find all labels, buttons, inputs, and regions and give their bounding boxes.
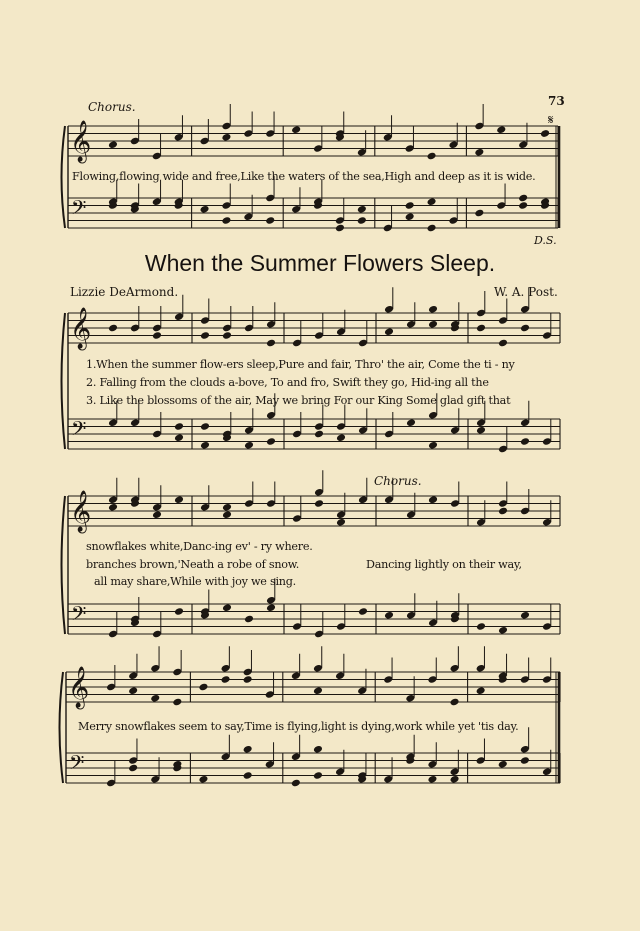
system-one-treble-note — [200, 331, 210, 340]
system-top-treble-note — [540, 129, 550, 138]
system-two-bass-note — [222, 603, 232, 612]
system-top-brace — [62, 126, 66, 228]
system-two-brace — [62, 496, 66, 634]
system-one-bass-note — [336, 433, 346, 442]
system-top-bass-note — [427, 197, 437, 206]
verse1-line1: 1.When the summer flow-ers sleep,Pure and fair, Thro' the air, Come the ti - ny — [86, 358, 515, 371]
system-one-treble-note — [476, 324, 486, 333]
system-two-treble-note — [174, 495, 184, 504]
system-one-brace — [62, 313, 66, 449]
system-three-brace — [60, 672, 64, 783]
ds-mark: D.S. — [534, 234, 557, 247]
verse2-line1: 2. Falling from the clouds a-bove, To and fro, Swift they go, Hid-ing all the — [86, 376, 489, 389]
system-top-bass-note — [357, 216, 367, 225]
system-three-treble-note — [172, 698, 182, 707]
segno-sign: 𝄋 — [548, 113, 554, 128]
system-one-treble-note — [222, 331, 232, 340]
system-three-treble-note — [476, 686, 486, 695]
system-two-treble-note — [498, 507, 508, 516]
system-two-bass-note — [520, 611, 530, 620]
system-top-bass-note — [518, 194, 528, 203]
system-top-treble-note — [427, 152, 437, 161]
system-top-bass-note — [427, 224, 437, 233]
system-two-bass-note — [244, 615, 254, 624]
system-one-treble-note — [108, 324, 118, 333]
chorus-label-hymn: Chorus. — [374, 474, 422, 488]
lyric-top-chorus: Flowing,flowing wide and free,Like the waters of the sea,High and deep as it is wide. — [72, 170, 536, 183]
system-three-treble-note — [128, 686, 138, 695]
system-two-treble-note — [222, 503, 232, 512]
treble-clef: 𝄞 — [70, 491, 92, 532]
system-three-treble-note — [150, 694, 160, 703]
system-one-bass-note — [200, 441, 210, 450]
treble-clef: 𝄞 — [70, 308, 92, 349]
system-top-bass-note — [200, 205, 210, 214]
system-top-bass-note — [405, 201, 415, 210]
chorus-line: Dancing lightly on their way, — [366, 558, 522, 571]
lyricist-credit: Lizzie DeArmond. — [70, 285, 179, 299]
system-three-bass-note — [291, 779, 301, 788]
system-one-treble-note — [266, 339, 276, 348]
system-three-bass-note — [313, 771, 323, 780]
system-two-bass-note — [498, 626, 508, 635]
system-one-bass-note — [428, 441, 438, 450]
verse2-line2: branches brown,'Neath a robe of snow. — [86, 558, 300, 571]
system-top-bass-note — [221, 216, 231, 225]
system-two-bass-note — [476, 622, 486, 631]
hymn-title: When the Summer Flowers Sleep. — [144, 250, 496, 276]
system-two-treble-note — [428, 495, 438, 504]
chorus-label-top: Chorus. — [88, 100, 136, 114]
system-one-bass-note — [174, 422, 184, 431]
system-one-treble-note — [152, 331, 162, 340]
system-two-bass-note — [174, 607, 184, 616]
system-top-treble-note — [291, 125, 301, 134]
system-two-treble-note — [152, 510, 162, 519]
system-one-treble-note — [498, 339, 508, 348]
bass-clef: 𝄢 — [69, 751, 85, 779]
treble-clef: 𝄞 — [70, 121, 92, 162]
system-one-bass-note — [244, 441, 254, 450]
system-three-bass-note — [128, 764, 138, 773]
system-two-bass-note — [358, 607, 368, 616]
verse3-line1: 3. Like the blossoms of the air, May we bring For our King Some glad gift that — [86, 394, 511, 407]
system-top-bass-note — [405, 212, 415, 221]
treble-clef: 𝄞 — [68, 667, 90, 708]
system-one-treble-note — [520, 324, 530, 333]
system-three-bass-note — [198, 775, 208, 784]
system-one-bass-note — [200, 422, 210, 431]
chorus-line-final: Merry snowflakes seem to say,Time is flying,light is dying,work while yet 'tis day. — [78, 720, 519, 733]
system-top-treble-note — [108, 140, 118, 149]
verse1-line2: snowflakes white,Danc-ing ev' - ry where. — [86, 540, 313, 553]
system-three-treble-note — [221, 675, 231, 684]
system-one-bass-note — [174, 433, 184, 442]
system-one-bass-note — [476, 426, 486, 435]
system-one-treble-note — [384, 327, 394, 336]
system-two-treble-note — [222, 510, 232, 519]
system-top-treble-note — [474, 148, 484, 157]
system-one-bass-note — [520, 437, 530, 446]
system-two-treble-note — [314, 499, 324, 508]
system-three-treble-note — [450, 698, 460, 707]
verse3-line2: all may share,While with joy we sing. — [94, 575, 296, 588]
bass-clef: 𝄢 — [71, 417, 87, 445]
system-two-bass-note — [266, 603, 276, 612]
system-top-bass-note — [357, 205, 367, 214]
system-three-bass-note — [450, 775, 460, 784]
system-top-bass-note — [518, 201, 528, 210]
system-three-bass-note — [313, 745, 323, 754]
bass-clef: 𝄢 — [71, 196, 87, 224]
system-top-bass-note — [335, 224, 345, 233]
system-three-bass-note — [520, 756, 530, 765]
system-three-treble-note — [313, 686, 323, 695]
system-one-bass-note — [314, 430, 324, 439]
bass-clef: 𝄢 — [71, 602, 87, 630]
system-one-treble-note — [428, 305, 438, 314]
system-three-treble-note — [243, 675, 253, 684]
system-three-bass-note — [427, 775, 437, 784]
system-two-bass-note — [384, 611, 394, 620]
page-number: 73 — [548, 94, 565, 108]
system-two-treble-note — [336, 518, 346, 527]
system-top-bass-note — [474, 209, 484, 218]
system-three-bass-note — [243, 745, 253, 754]
system-top-treble-note — [221, 133, 231, 142]
composer-credit: W. A. Post. — [494, 285, 558, 299]
system-top-treble-note — [496, 125, 506, 134]
system-three-bass-note — [498, 760, 508, 769]
system-three-bass-note — [243, 771, 253, 780]
system-two-treble-note — [108, 503, 118, 512]
system-top-bass-note — [265, 216, 275, 225]
system-one-bass-note — [266, 437, 276, 446]
system-one-treble-note — [428, 320, 438, 329]
system-one-bass-note — [406, 418, 416, 427]
system-three-treble-note — [198, 683, 208, 692]
